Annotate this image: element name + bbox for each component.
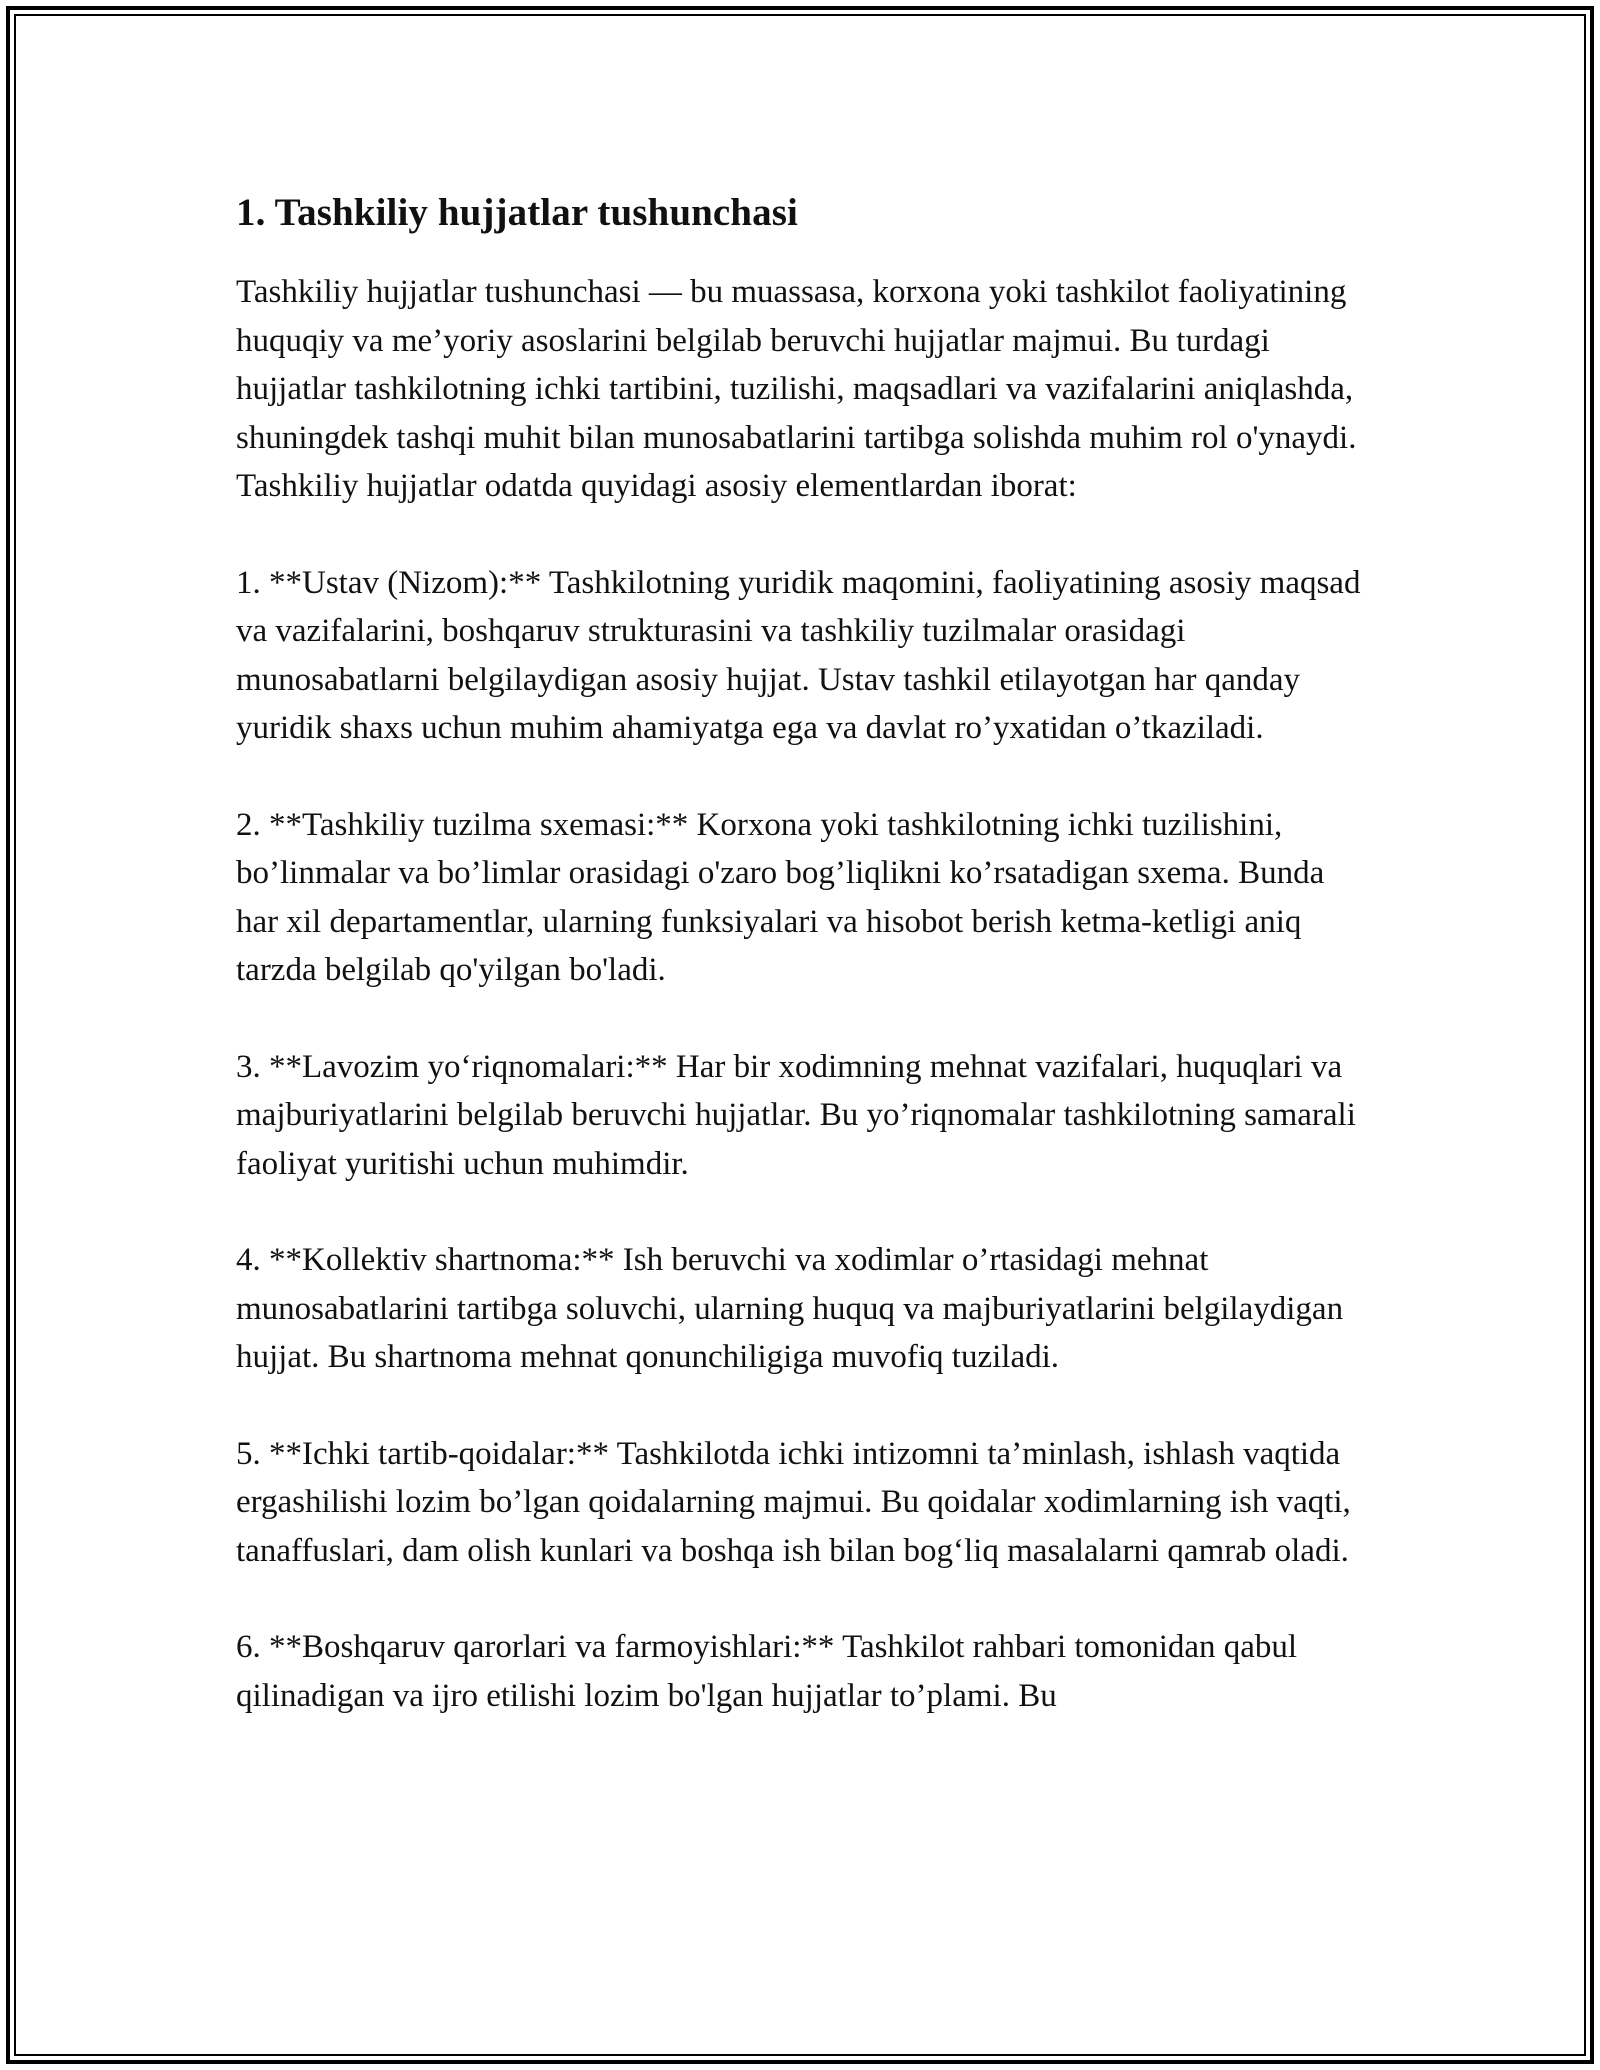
- intro-paragraph: Tashkiliy hujjatlar tushunchasi — bu muassasa, korxona yoki tashkilot faoliyatining huquqiy va me’yoriy asoslarini belgilab beruvchi hujjatlar majmui. Bu turdagi hujjatlar tashkilotning ichki tartibini, tuzilishi, maqsadlari va vazifalarini aniqlashda, shuningdek tashqi muhit bilan munosabatlarini tartibga solishda muhim rol o'ynaydi. Tashkiliy hujjatlar odatda quyidagi asosiy elementlardan iborat:: [236, 274, 1357, 504]
- list-item-ustav: 1. **Ustav (Nizom):** Tashkilotning yuridik maqomini, faoliyatining asosiy maqsad va vazifalarini, boshqaruv strukturasini va tashkiliy tuzilmalar orasidagi munosabatlarni belgilaydigan asosiy hujjat. Ustav tashkil etilayotgan har qanday yuridik shaxs uchun muhim ahamiyatga ega va davlat ro’yxatidan o’tkaziladi.: [236, 564, 1361, 746]
- list-item-boshqaruv-qarorlari: 6. **Boshqaruv qarorlari va farmoyishlari:** Tashkilot rahbari tomonidan qabul qilinadigan va ijro etilishi lozim bo'lgan hujjatlar to’plami. Bu: [236, 1629, 1298, 1714]
- document-body: [236, 186, 1366, 1768]
- list-item-ichki-tartib-qoidalar: 5. **Ichki tartib-qoidalar:** Tashkilotda ichki intizomni ta’minlash, ishlash vaqtida ergashilishi lozim bo’lgan qoidalarning majmui. Bu qoidalar xodimlarning ish vaqti, tanaffuslari, dam olish kunlari va boshqa ish bilan bog‘liq masalalarni qamrab oladi.: [236, 1435, 1351, 1569]
- section-heading: 1. Tashkiliy hujjatlar tushunchasi: [236, 191, 798, 234]
- list-item-tuzilma-sxemasi: 2. **Tashkiliy tuzilma sxemasi:** Korxona yoki tashkilotning ichki tuzilishini, bo’linmalar va bo’limlar orasidagi o'zaro bog’liqlikni ko’rsatadigan sxema. Bunda har xil departamentlar, ularning funksiyalari va hisobot berish ketma-ketligi aniq tarzda belgilab qo'yilgan bo'ladi.: [236, 806, 1325, 988]
- list-item-kollektiv-shartnoma: 4. **Kollektiv shartnoma:** Ish beruvchi va xodimlar o’rtasidagi mehnat munosabatlarini tartibga soluvchi, ularning huquq va majburiyatlarini belgilaydigan hujjat. Bu shartnoma mehnat qonunchiligiga muvofiq tuziladi.: [236, 1242, 1344, 1375]
- list-item-lavozim-yoriqnomalari: 3. **Lavozim yo‘riqnomalari:** Har bir xodimning mehnat vazifalari, huquqlari va majburiyatlarini belgilab beruvchi hujjatlar. Bu yo’riqnomalar tashkilotning samarali faoliyat yuritishi uchun muhimdir.: [236, 1048, 1356, 1182]
